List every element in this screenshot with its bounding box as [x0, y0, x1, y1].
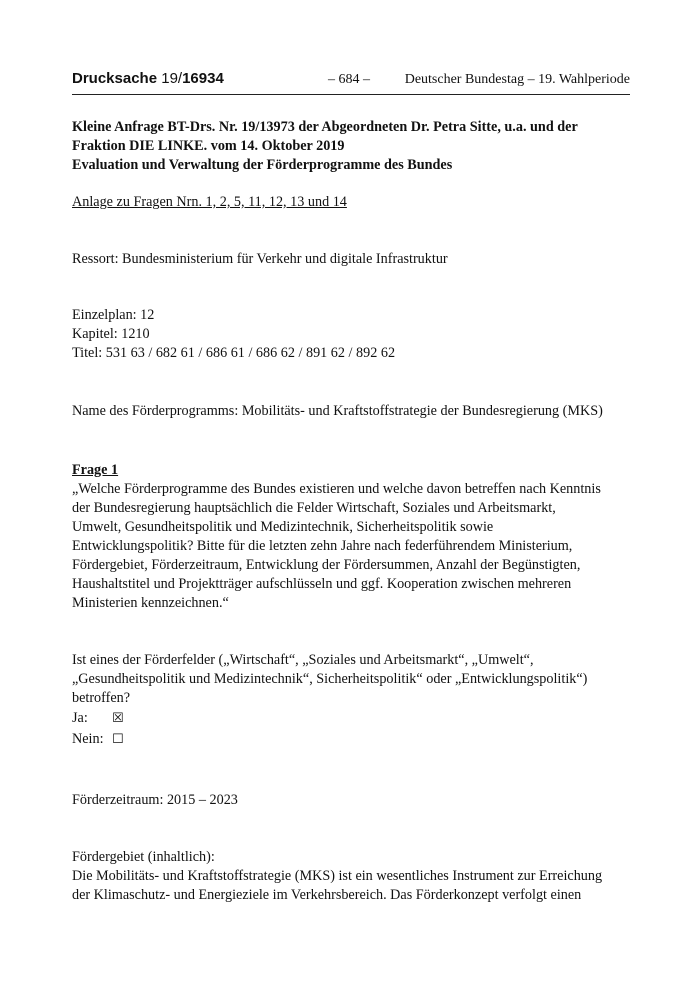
frage1-line: „Welche Förderprogramme des Bundes existieren und welche davon betreffen nach Kenntnis [72, 481, 601, 497]
foerderfeld-question [72, 651, 632, 708]
ressort-text: Ressort: Bundesministerium für Verkehr und digitale Infrastruktur [72, 251, 448, 267]
ressort [72, 250, 632, 269]
drucksache-label [72, 70, 224, 87]
title-line: Fraktion DIE LINKE. vom 14. Oktober 2019 [72, 138, 345, 154]
frage1-line: der Bundesregierung hauptsächlich die Felder Wirtschaft, Soziales und Arbeitsmarkt, [72, 500, 556, 516]
programm-name [72, 402, 632, 421]
ja-row [72, 709, 632, 730]
header-right: Deutscher Bundestag – 19. Wahlperiode [404, 72, 630, 87]
document-title [72, 118, 632, 175]
title-line: Evaluation und Verwaltung der Förderprogramme des Bundes [72, 157, 453, 173]
question-line: betroffen? [72, 690, 131, 706]
foerdergebiet-heading: Fördergebiet (inhaltlich): [72, 849, 215, 865]
page-number: – 684 – [328, 72, 370, 87]
einzelplan: Einzelplan: 12 [72, 307, 155, 323]
page-header [72, 68, 630, 92]
frage1-section [72, 461, 632, 613]
doc-prefix: 19/ [161, 70, 183, 87]
frage1-line: Umwelt, Gesundheitspolitik und Medizintechnik, Sicherheitspolitik sowie [72, 519, 494, 535]
header-rule [72, 94, 630, 95]
foerdergebiet-section [72, 848, 632, 905]
doc-number: 16934 [182, 70, 224, 87]
frage1-heading: Frage 1 [72, 462, 119, 478]
anlage-text: Anlage zu Fragen Nrn. 1, 2, 5, 11, 12, 13 und 14 [72, 194, 347, 210]
kapitel: Kapitel: 1210 [72, 326, 150, 342]
nein-label: Nein: [72, 731, 104, 747]
foerdergebiet-line: der Klimaschutz- und Energieziele im Verkehrsbereich. Das Förderkonzept verfolgt einen [72, 887, 582, 903]
foerderzeitraum-text: Förderzeitraum: 2015 – 2023 [72, 792, 238, 808]
haushalt-block [72, 306, 632, 363]
title-line: Kleine Anfrage BT-Drs. Nr. 19/13973 der Abgeordneten Dr. Petra Sitte, u.a. und der [72, 119, 578, 135]
programm-name-text: Name des Förderprogramms: Mobilitäts- und Kraftstoffstrategie der Bundesregierung (MKS) [72, 403, 603, 419]
titel: Titel: 531 63 / 682 61 / 686 61 / 686 62 / 891 62 / 892 62 [72, 345, 396, 361]
frage1-line: Haushaltstitel und Projektträger aufschlüsseln und ggf. Kooperation zwischen mehreren [72, 576, 572, 592]
doc-type: Drucksache [72, 70, 158, 87]
frage1-line: Ministerien kennzeichnen.“ [72, 595, 229, 611]
anlage-note [72, 193, 632, 212]
frage1-line: Fördergebiet, Förderzeitraum, Entwicklung der Fördersummen, Anzahl der Begünstigten, [72, 557, 581, 573]
frage1-line: Entwicklungspolitik? Bitte für die letzten zehn Jahre nach federführendem Ministerium, [72, 538, 573, 554]
foerdergebiet-line: Die Mobilitäts- und Kraftstoffstrategie (MKS) ist ein wesentliches Instrument zur Erreichung [72, 868, 603, 884]
nein-row [72, 730, 632, 751]
ja-label: Ja: [72, 710, 88, 726]
nein-checkbox[interactable]: ☐ [112, 732, 124, 747]
foerderzeitraum [72, 791, 632, 810]
answer-checkboxes [72, 709, 632, 751]
ja-checkbox[interactable]: ☒ [112, 711, 124, 726]
question-line: „Gesundheitspolitik und Medizintechnik“, Sicherheitspolitik“ oder „Entwicklungspolitik“) [72, 671, 588, 687]
question-line: Ist eines der Förderfelder („Wirtschaft“, „Soziales und Arbeitsmarkt“, „Umwelt“, [72, 652, 534, 668]
